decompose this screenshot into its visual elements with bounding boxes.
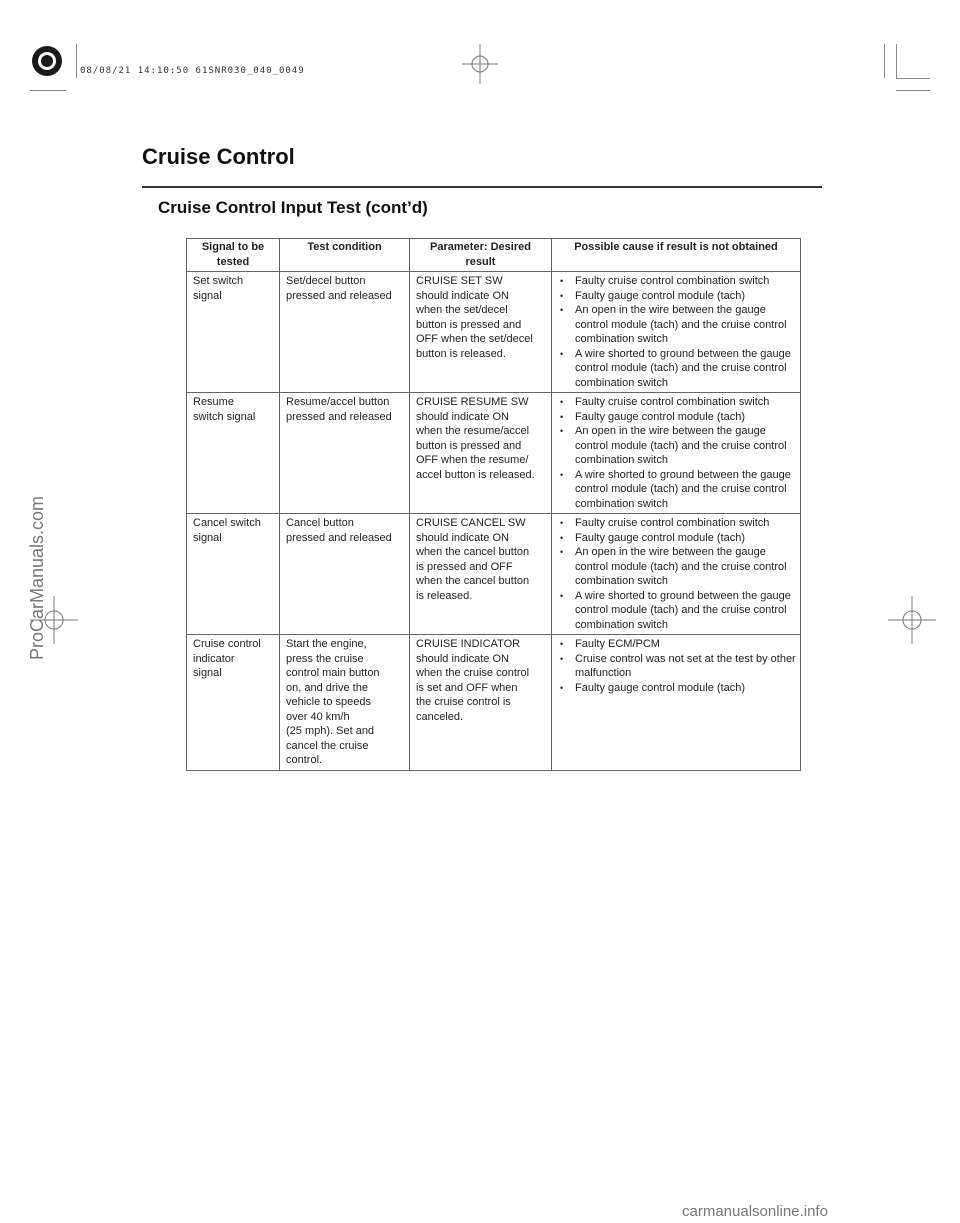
column-header-signal: Signal to be tested [187, 239, 280, 272]
section-title: Cruise Control Input Test (cont’d) [158, 198, 428, 217]
column-header-causes: Possible cause if result is not obtained [552, 239, 801, 272]
signal-cell: Cancel switch signal [187, 514, 280, 635]
table-row [187, 635, 801, 771]
crop-mark [30, 90, 66, 91]
cause-item: • A wire shorted to ground between the gauge control module (tach) and the cruise control combination switch [558, 589, 796, 633]
condition-cell: Set/decel button pressed and released [280, 272, 410, 393]
registration-target-icon [30, 44, 64, 78]
column-header-condition: Test condition [280, 239, 410, 272]
signal-cell: Cruise control indicator signal [187, 635, 280, 771]
crosshair-icon [462, 44, 498, 84]
signal-cell: Set switch signal [187, 272, 280, 393]
cause-item: • Faulty cruise control combination switch [558, 274, 796, 289]
signal-cell: Resume switch signal [187, 393, 280, 514]
cause-item: • Faulty gauge control module (tach) [558, 410, 796, 425]
title-rule [142, 186, 822, 188]
cause-item: • An open in the wire between the gauge control module (tach) and the cruise control combination switch [558, 303, 796, 347]
cause-item: • An open in the wire between the gauge control module (tach) and the cruise control combination switch [558, 545, 796, 589]
crop-mark [896, 44, 897, 78]
causes-cell [552, 393, 801, 514]
cause-item: • Faulty ECM/PCM [558, 637, 796, 652]
cause-item: • An open in the wire between the gauge control module (tach) and the cruise control combination switch [558, 424, 796, 468]
cause-item: • Faulty gauge control module (tach) [558, 289, 796, 304]
column-header-parameter: Parameter: Desired result [410, 239, 552, 272]
footer-watermark: carmanualsonline.info [682, 1203, 828, 1220]
cause-list [558, 516, 796, 632]
condition-cell: Resume/accel button pressed and released [280, 393, 410, 514]
crop-mark [896, 90, 930, 91]
table-row [187, 393, 801, 514]
cause-list [558, 274, 796, 390]
print-stamp: 08/08/21 14:10:50 61SNR030_040_0049 [80, 66, 305, 76]
causes-cell [552, 514, 801, 635]
cause-item: • Faulty gauge control module (tach) [558, 681, 796, 696]
table-row [187, 272, 801, 393]
table-row [187, 514, 801, 635]
cause-list [558, 395, 796, 511]
crop-mark [896, 78, 930, 79]
parameter-cell: CRUISE INDICATOR should indicate ON when the cruise control is set and OFF when the cruise control is canceled. [410, 635, 552, 771]
parameter-cell: CRUISE CANCEL SW should indicate ON when the cancel button is pressed and OFF when the cancel button is released. [410, 514, 552, 635]
condition-cell: Start the engine, press the cruise control main button on, and drive the vehicle to speeds over 40 km/h (25 mph). Set and cancel the cruise control. [280, 635, 410, 771]
table-header-row [187, 239, 801, 272]
cause-item: • Faulty gauge control module (tach) [558, 531, 796, 546]
parameter-cell: CRUISE RESUME SW should indicate ON when the resume/accel button is pressed and OFF when the resume/ accel button is released. [410, 393, 552, 514]
cause-item: • A wire shorted to ground between the gauge control module (tach) and the cruise control combination switch [558, 347, 796, 391]
cause-item: • Cruise control was not set at the test by other malfunction [558, 652, 796, 681]
cause-item: • Faulty cruise control combination switch [558, 516, 796, 531]
cause-list [558, 637, 796, 695]
input-test-table [186, 238, 801, 771]
parameter-cell: CRUISE SET SW should indicate ON when the set/decel button is pressed and OFF when the set/decel button is released. [410, 272, 552, 393]
condition-cell: Cancel button pressed and released [280, 514, 410, 635]
causes-cell [552, 635, 801, 771]
crop-mark [76, 44, 77, 78]
cause-item: • Faulty cruise control combination switch [558, 395, 796, 410]
crosshair-icon [888, 596, 936, 644]
side-watermark: ProCarManuals.com [27, 495, 47, 660]
cause-item: • A wire shorted to ground between the gauge control module (tach) and the cruise control combination switch [558, 468, 796, 512]
page-title: Cruise Control [142, 144, 295, 169]
causes-cell [552, 272, 801, 393]
crop-mark [884, 44, 885, 78]
